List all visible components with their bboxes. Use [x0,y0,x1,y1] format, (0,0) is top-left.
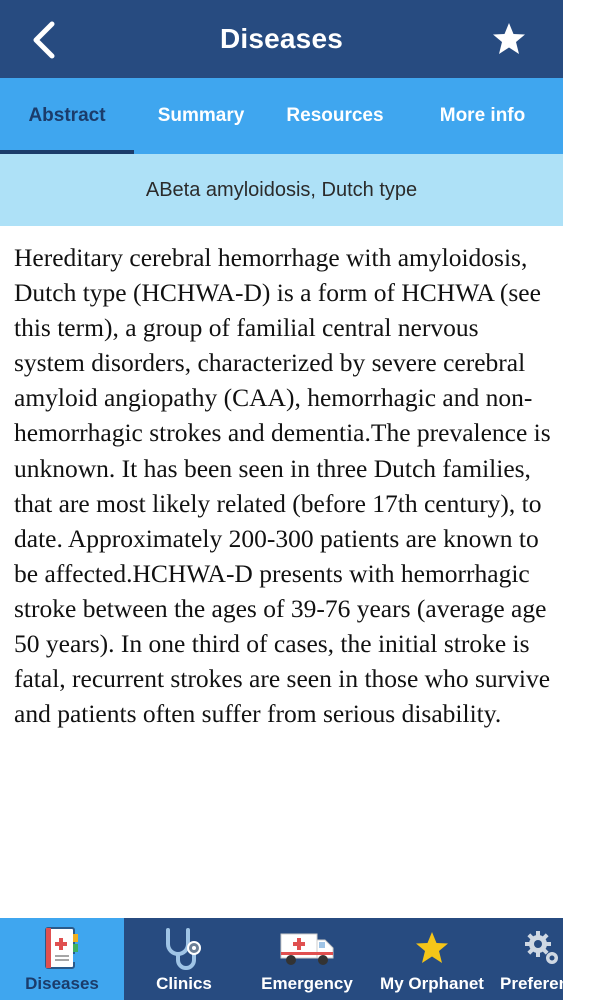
tab-more-info[interactable]: More info [439,105,526,126]
chevron-left-icon [30,20,58,60]
abstract-text: Hereditary cerebral hemorrhage with amyloidosis, Dutch type (HCHWA-D) is a form of HCHWA (see this term), a group of familial central nervous system disorders, characterized by severe cerebral amyloid angiopathy (CAA), hemorrhagic and non-hemorrhagic strokes and dementia.The prevalence is unknown. It has been seen in three Dutch families, that are most likely related (before 17th century), to date. Approximately 200-300 patients are known to be affected.HCHWA-D presents with hemorrhagic stroke between the ages of 39-76 years (average age 50 years). In one third of cases, the initial stroke is fatal, recurrent strokes are seen in those who survive and patients often suffer from serious disability. [14,243,551,729]
bottom-tab-emergency[interactable] [244,918,370,1000]
medical-book-icon [44,926,80,970]
bottom-tab-preferences[interactable] [494,918,597,1000]
star-icon [414,930,450,966]
tab-abstract[interactable]: Abstract [0,78,134,154]
favorite-button[interactable] [491,21,527,57]
bottom-tab-diseases[interactable] [0,918,124,1000]
disease-header [0,154,563,226]
page-title: Diseases [219,23,344,54]
tab-summary[interactable]: Summary [157,105,245,126]
ambulance-icon [279,928,335,968]
bottom-tab-label: Emergency [261,974,353,993]
gear-icon [522,928,562,968]
stethoscope-icon [160,926,208,970]
back-button[interactable] [22,16,66,64]
disease-name: ABeta amyloidosis, Dutch type [145,178,418,201]
navigation-bar [0,0,563,78]
bottom-tab-label: Diseases [25,974,99,993]
bottom-tab-bar [0,918,597,1000]
section-tabs [0,78,563,154]
bottom-tab-clinics[interactable] [124,918,244,1000]
tab-resources[interactable]: Resources [286,105,384,126]
bottom-tab-label: Clinics [156,974,212,993]
star-icon [491,21,527,57]
abstract-content[interactable] [14,240,554,830]
bottom-tab-label: My Orphanet [380,974,484,993]
bottom-tab-label: Preferences [500,974,597,993]
bottom-tab-my-orphanet[interactable] [370,918,494,1000]
